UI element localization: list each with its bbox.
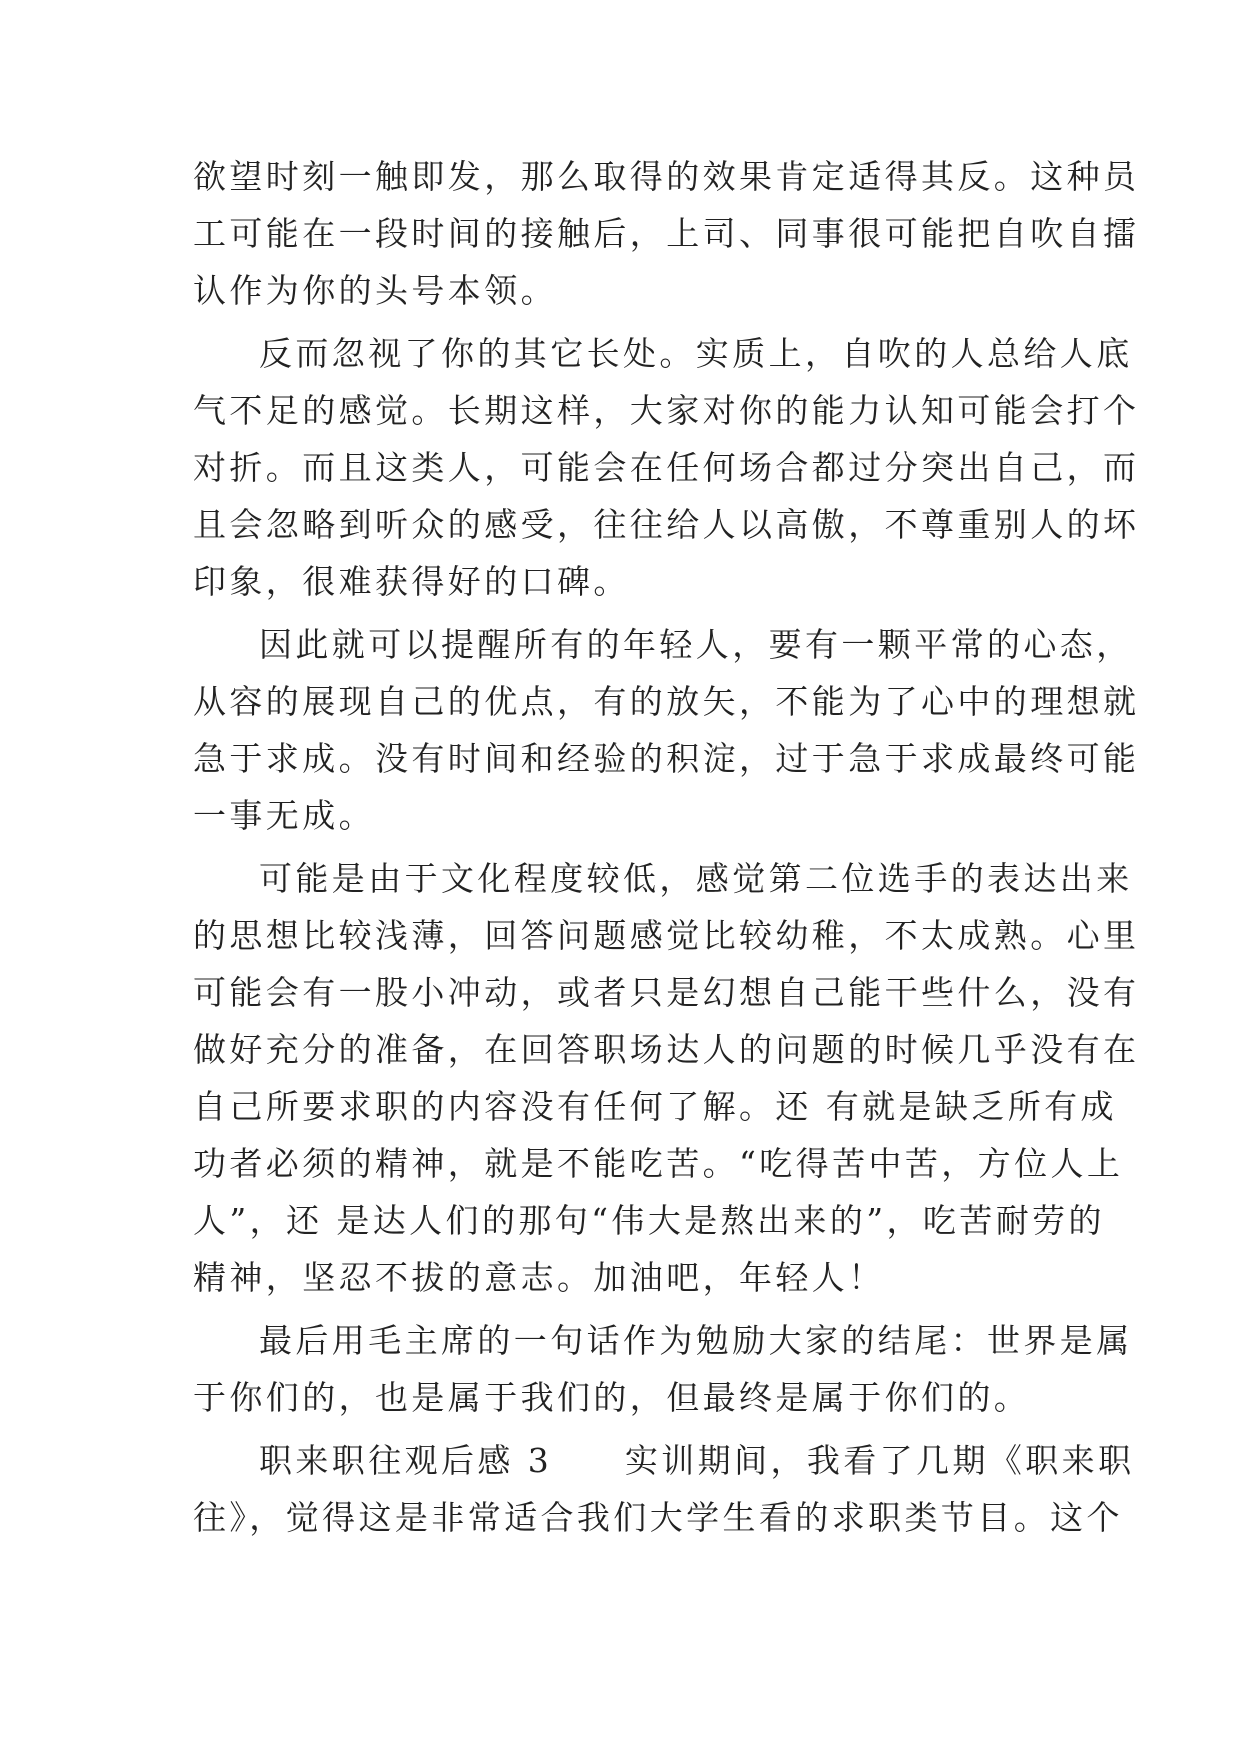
paragraph — [193, 325, 1140, 610]
text-line: 且会忽略到听众的感受，往往给人以高傲，不尊重别人的坏 — [193, 505, 1140, 544]
text-line: 可能是由于文化程度较低，感觉第二位选手的表达出来 — [259, 859, 1133, 898]
text-line: 欲望时刻一触即发，那么取得的效果肯定适得其反。这种员 — [193, 157, 1140, 196]
text-line: 一事无成。 — [193, 796, 375, 835]
paragraph — [193, 1432, 1135, 1546]
text-line: 往》，觉得这是非常适合我们大学生看的求职类节目。这个 — [193, 1498, 1123, 1537]
text-line: 从容的展现自己的优点，有的放矢，不能为了心中的理想就 — [193, 682, 1140, 721]
paragraph — [193, 1312, 1133, 1426]
text-line: 精神，坚忍不拔的意志。加油吧，年轻人！ — [193, 1258, 885, 1297]
text-line: 急于求成。没有时间和经验的积淀，过于急于求成最终可能 — [193, 739, 1140, 778]
text-line: 最后用毛主席的一句话作为勉励大家的结尾：世界是属 — [259, 1321, 1133, 1360]
text-line: 做好充分的准备，在回答职场达人的问题的时候几乎没有在 — [193, 1030, 1140, 1069]
text-line: 自己所要求职的内容没有任何了解。还 有就是缺乏所有成 — [193, 1087, 1117, 1126]
text-line: 人”，还 是达人们的那句“伟大是熬出来的”，吃苦耐劳的 — [193, 1201, 1105, 1240]
text-line: 认作为你的头号本领。 — [193, 271, 557, 310]
text-line: 气不足的感觉。长期这样，大家对你的能力认知可能会打个 — [193, 391, 1140, 430]
text-line: 的思想比较浅薄，回答问题感觉比较幼稚，不太成熟。心里 — [193, 916, 1140, 955]
paragraph — [193, 850, 1140, 1306]
text-line: 功者必须的精神，就是不能吃苦。“吃得苦中苦，方位人上 — [193, 1144, 1124, 1183]
document-page — [193, 148, 1140, 1546]
text-line: 因此就可以提醒所有的年轻人，要有一颗平常的心态， — [259, 625, 1133, 664]
text-line: 工可能在一段时间的接触后，上司、同事很可能把自吹自擂 — [193, 214, 1140, 253]
text-line: 职来职往观后感 3 实训期间，我看了几期《职来职 — [259, 1441, 1135, 1480]
text-line: 反而忽视了你的其它长处。实质上，自吹的人总给人底 — [259, 334, 1133, 373]
text-line: 可能会有一股小冲动，或者只是幻想自己能干些什么，没有 — [193, 973, 1140, 1012]
text-line: 印象，很难获得好的口碑。 — [193, 562, 630, 601]
text-line: 对折。而且这类人，可能会在任何场合都过分突出自己，而 — [193, 448, 1140, 487]
paragraph — [193, 616, 1140, 844]
paragraph — [193, 148, 1140, 319]
text-line: 于你们的，也是属于我们的，但最终是属于你们的。 — [193, 1378, 1031, 1417]
